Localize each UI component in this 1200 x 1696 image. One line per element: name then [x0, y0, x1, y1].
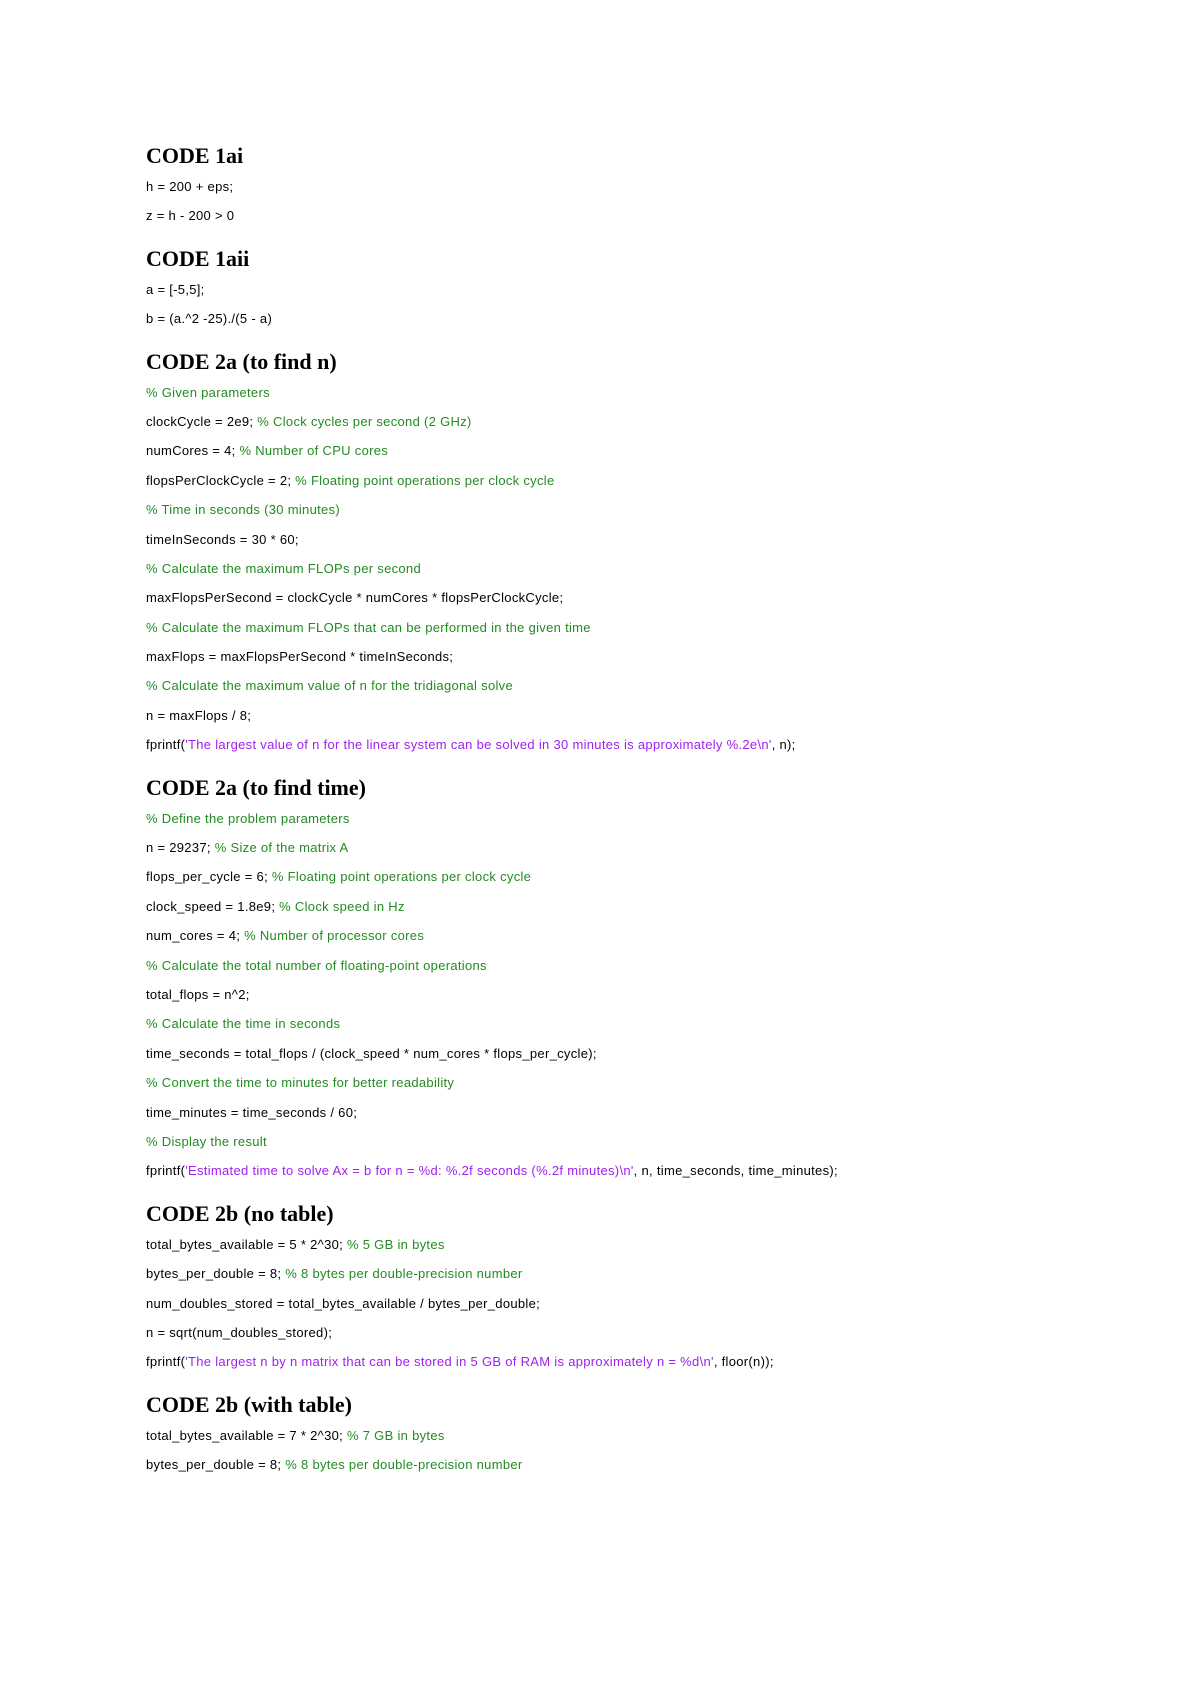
code-line: [146, 275, 1156, 304]
code-line: [146, 804, 1156, 833]
string-literal: 'The largest value of n for the linear system can be solved in 30 minutes is approximately %.2e\n': [185, 737, 772, 753]
comment-token: % Calculate the time in seconds: [146, 1016, 341, 1032]
code-token: maxFlops = maxFlopsPerSecond * timeInSeconds;: [146, 649, 454, 665]
section-heading: CODE 1aii: [146, 245, 250, 271]
comment-token: % Time in seconds (30 minutes): [146, 502, 340, 518]
code-line: [146, 1347, 1156, 1376]
code-token: bytes_per_double = 8;: [146, 1457, 286, 1473]
comment-token: % Calculate the maximum value of n for the tridiagonal solve: [146, 678, 514, 694]
comment-token: % Clock speed in Hz: [279, 898, 405, 914]
comment-token: % Clock cycles per second (2 GHz): [257, 413, 472, 429]
code-token: numCores = 4;: [146, 443, 240, 459]
code-line: [146, 495, 1156, 524]
code-line: [146, 1450, 1156, 1479]
code-token: clockCycle = 2e9;: [146, 413, 258, 429]
code-line: [146, 613, 1156, 642]
section-heading: CODE 2a (to find time): [146, 774, 366, 800]
code-line: [146, 833, 1156, 862]
code-section: [146, 1198, 1156, 1377]
code-line: [146, 304, 1156, 333]
code-line: [146, 1068, 1156, 1097]
comment-token: % Calculate the total number of floating-point operations: [146, 957, 487, 973]
code-token: num_doubles_stored = total_bytes_available / bytes_per_double;: [146, 1295, 541, 1311]
code-token: fprintf(: [146, 1163, 186, 1179]
code-section: [146, 243, 1156, 334]
code-line: [146, 701, 1156, 730]
section-heading: CODE 2a (to find n): [146, 348, 337, 374]
code-line: [146, 466, 1156, 495]
comment-token: % 8 bytes per double-precision number: [285, 1457, 523, 1473]
section-heading: CODE 2b (no table): [146, 1200, 334, 1226]
code-line: [146, 892, 1156, 921]
code-token: , n, time_seconds, time_minutes);: [633, 1163, 838, 1179]
comment-token: % Given parameters: [146, 384, 270, 400]
code-line: [146, 1421, 1156, 1450]
code-line: [146, 172, 1156, 201]
code-listing: [146, 140, 1156, 1491]
code-line: [146, 1156, 1156, 1185]
code-token: , floor(n));: [713, 1354, 774, 1370]
code-line: [146, 730, 1156, 759]
comment-token: % Calculate the maximum FLOPs that can be performed in the given time: [146, 619, 591, 635]
code-token: total_bytes_available = 5 * 2^30;: [146, 1236, 347, 1252]
code-token: total_flops = n^2;: [146, 986, 250, 1002]
section-heading: CODE 2b (with table): [146, 1391, 352, 1417]
code-section: [146, 1389, 1156, 1480]
code-line: [146, 951, 1156, 980]
code-token: n = 29237;: [146, 840, 215, 856]
code-token: , n);: [771, 737, 796, 753]
code-line: [146, 862, 1156, 891]
code-line: [146, 1009, 1156, 1038]
code-line: [146, 980, 1156, 1009]
code-line: [146, 407, 1156, 436]
code-token: fprintf(: [146, 1354, 186, 1370]
code-token: bytes_per_double = 8;: [146, 1266, 286, 1282]
code-line: [146, 1259, 1156, 1288]
comment-token: % 8 bytes per double-precision number: [285, 1266, 523, 1282]
code-line: [146, 1318, 1156, 1347]
code-token: n = sqrt(num_doubles_stored);: [146, 1324, 333, 1340]
code-line: [146, 1127, 1156, 1156]
code-token: b = (a.^2 -25)./(5 - a): [146, 311, 273, 327]
code-line: [146, 554, 1156, 583]
code-section: [146, 346, 1156, 760]
code-token: n = maxFlops / 8;: [146, 707, 252, 723]
string-literal: 'Estimated time to solve Ax = b for n = %d: %.2f seconds (%.2f minutes)\n': [185, 1163, 634, 1179]
comment-token: % Number of CPU cores: [239, 443, 389, 459]
comment-token: % Floating point operations per clock cycle: [295, 472, 555, 488]
code-token: maxFlopsPerSecond = clockCycle * numCores * flopsPerClockCycle;: [146, 590, 564, 606]
code-token: flops_per_cycle = 6;: [146, 869, 272, 885]
comment-token: % Convert the time to minutes for better readability: [146, 1075, 455, 1091]
comment-token: % 7 GB in bytes: [346, 1427, 445, 1443]
code-line: [146, 436, 1156, 465]
comment-token: % Define the problem parameters: [146, 810, 350, 826]
code-token: time_minutes = time_seconds / 60;: [146, 1104, 358, 1120]
code-line: [146, 671, 1156, 700]
comment-token: % Size of the matrix A: [214, 840, 349, 856]
code-token: num_cores = 4;: [146, 928, 245, 944]
code-line: [146, 201, 1156, 230]
code-token: z = h - 200 > 0: [146, 208, 235, 224]
comment-token: % Floating point operations per clock cycle: [271, 869, 532, 885]
code-line: [146, 525, 1156, 554]
code-token: h = 200 + eps;: [146, 179, 234, 194]
code-line: [146, 378, 1156, 407]
comment-token: % Display the result: [146, 1133, 267, 1149]
code-token: fprintf(: [146, 737, 186, 753]
code-line: [146, 921, 1156, 950]
comment-token: % Number of processor cores: [244, 928, 425, 944]
code-token: clock_speed = 1.8e9;: [146, 898, 280, 914]
comment-token: % Calculate the maximum FLOPs per second: [146, 560, 421, 576]
code-line: [146, 583, 1156, 612]
code-token: time_seconds = total_flops / (clock_speed * num_cores * flops_per_cycle);: [146, 1045, 597, 1061]
code-section: [146, 772, 1156, 1186]
code-token: a = [-5,5];: [146, 281, 205, 297]
code-line: [146, 1289, 1156, 1318]
code-token: flopsPerClockCycle = 2;: [146, 472, 296, 488]
code-line: [146, 1098, 1156, 1127]
code-line: [146, 1039, 1156, 1068]
code-section: [146, 140, 1156, 231]
code-line: [146, 1230, 1156, 1259]
section-heading: CODE 1ai: [146, 143, 244, 168]
code-token: timeInSeconds = 30 * 60;: [146, 531, 299, 547]
code-line: [146, 642, 1156, 671]
comment-token: % 5 GB in bytes: [346, 1236, 445, 1252]
string-literal: 'The largest n by n matrix that can be stored in 5 GB of RAM is approximately n = %d\n': [185, 1354, 714, 1370]
code-token: total_bytes_available = 7 * 2^30;: [146, 1427, 347, 1443]
